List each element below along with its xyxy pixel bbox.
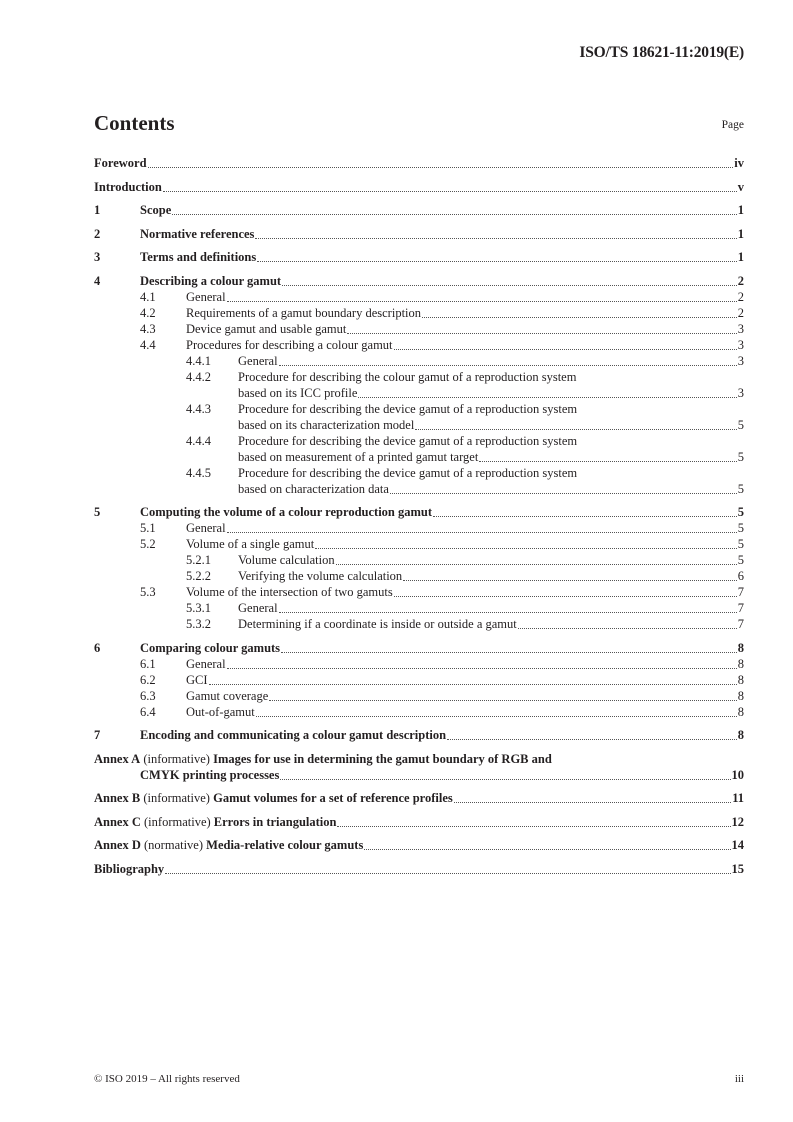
leader-dots: [282, 284, 737, 286]
toc-entry-bibliography[interactable]: Bibliography 15: [94, 861, 744, 876]
toc-entry-5-2[interactable]: 5.2 Volume of a single gamut 5: [140, 537, 744, 551]
page-number: iii: [734, 1073, 744, 1085]
leader-dots: [358, 396, 736, 398]
toc-entry-4-4-1[interactable]: 4.4.1 General 3: [186, 353, 744, 368]
toc-entry-4-4-5[interactable]: 4.4.5 Procedure for describing the device gamut of a reproduction system based on characterization data 5: [186, 465, 744, 496]
leader-dots: [257, 260, 737, 262]
leader-dots: [364, 848, 730, 850]
toc-entry-5-3-1[interactable]: 5.3.1 General 7: [186, 601, 744, 615]
leader-dots: [227, 667, 737, 669]
toc-entry-6-1[interactable]: 6.1 General 8: [140, 656, 744, 671]
leader-dots: [172, 213, 737, 215]
leader-dots: [227, 300, 737, 302]
leader-dots: [279, 364, 737, 366]
toc-entry-4-4-4[interactable]: 4.4.4 Procedure for describing the device gamut of a reproduction system based on measurement of a printed gamut target 5: [186, 433, 744, 464]
toc-entry-annex-a[interactable]: Annex A (informative) Images for use in determining the gamut boundary of RGB and CMYK printing processes 10: [94, 751, 744, 782]
leader-dots: [255, 237, 736, 239]
toc-entry-5-3[interactable]: 5.3 Volume of the intersection of two gamuts 7: [140, 585, 744, 599]
leader-dots: [415, 428, 736, 430]
leader-dots: [447, 738, 737, 740]
toc-entry-introduction[interactable]: Introduction v: [94, 179, 744, 194]
toc-entry-4-4-2[interactable]: 4.4.2 Procedure for describing the colour gamut of a reproduction system based on its ICC profile 3: [186, 369, 744, 400]
toc-entry-4-4-3[interactable]: 4.4.3 Procedure for describing the device gamut of a reproduction system based on its characterization model 5: [186, 401, 744, 432]
toc-entry-annex-b[interactable]: Annex B (informative) Gamut volumes for a set of reference profiles 11: [94, 791, 744, 805]
toc-entry-4-3[interactable]: 4.3 Device gamut and usable gamut 3: [140, 321, 744, 336]
toc-entry-section-7[interactable]: 7 Encoding and communicating a colour gamut description 8: [94, 728, 744, 742]
leader-dots: [209, 683, 737, 685]
toc-entry-4-1[interactable]: 4.1 General 2: [140, 289, 744, 304]
toc-entry-section-4[interactable]: 4 Describing a colour gamut 2: [94, 273, 744, 288]
document-id-header: ISO/TS 18621-11:2019(E): [579, 44, 744, 61]
leader-dots: [280, 778, 730, 780]
leader-dots: [454, 801, 731, 803]
toc-entry-6-2[interactable]: 6.2 GCI 8: [140, 672, 744, 687]
leader-dots: [337, 825, 730, 827]
toc-entry-terms-and-definitions[interactable]: 3 Terms and definitions 1: [94, 250, 744, 264]
page-title: Contents: [94, 111, 175, 135]
toc-entry-4-2[interactable]: 4.2 Requirements of a gamut boundary description 2: [140, 305, 744, 320]
toc-entry-normative-references[interactable]: 2 Normative references 1: [94, 226, 744, 241]
leader-dots: [518, 627, 737, 629]
leader-dots: [390, 492, 737, 494]
leader-dots: [433, 515, 737, 517]
table-of-contents: [94, 155, 744, 877]
leader-dots: [394, 595, 737, 597]
toc-entry-scope[interactable]: 1 Scope 1: [94, 203, 744, 217]
copyright-footer: © ISO 2019 – All rights reserved: [94, 1073, 240, 1085]
leader-dots: [347, 332, 736, 334]
leader-dots: [394, 348, 737, 350]
leader-dots: [281, 651, 737, 653]
leader-dots: [403, 579, 737, 581]
toc-entry-6-4[interactable]: 6.4 Out-of-gamut 8: [140, 704, 744, 719]
toc-entry-5-3-2[interactable]: 5.3.2 Determining if a coordinate is inside or outside a gamut 7: [186, 617, 744, 631]
toc-entry-annex-d[interactable]: Annex D (normative) Media-relative colour gamuts 14: [94, 838, 744, 852]
toc-entry-foreword[interactable]: Foreword iv: [94, 156, 744, 170]
leader-dots: [315, 547, 737, 549]
leader-dots: [336, 563, 737, 565]
toc-entry-5-2-1[interactable]: 5.2.1 Volume calculation 5: [186, 553, 744, 567]
leader-dots: [148, 166, 734, 168]
toc-entry-section-5[interactable]: 5 Computing the volume of a colour reproduction gamut 5: [94, 505, 744, 519]
leader-dots: [165, 872, 730, 874]
leader-dots: [163, 190, 737, 192]
toc-entry-5-1[interactable]: 5.1 General 5: [140, 521, 744, 535]
toc-entry-4-4[interactable]: 4.4 Procedures for describing a colour gamut 3: [140, 337, 744, 352]
leader-dots: [279, 611, 737, 613]
toc-entry-annex-c[interactable]: Annex C (informative) Errors in triangulation 12: [94, 814, 744, 829]
leader-dots: [422, 316, 737, 318]
leader-dots: [227, 531, 737, 533]
leader-dots: [479, 460, 736, 462]
leader-dots: [256, 715, 737, 717]
leader-dots: [269, 699, 736, 701]
page-column-label: Page: [721, 119, 744, 131]
toc-entry-5-2-2[interactable]: 5.2.2 Verifying the volume calculation 6: [186, 569, 744, 583]
toc-entry-section-6[interactable]: 6 Comparing colour gamuts 8: [94, 640, 744, 655]
toc-entry-6-3[interactable]: 6.3 Gamut coverage 8: [140, 688, 744, 703]
